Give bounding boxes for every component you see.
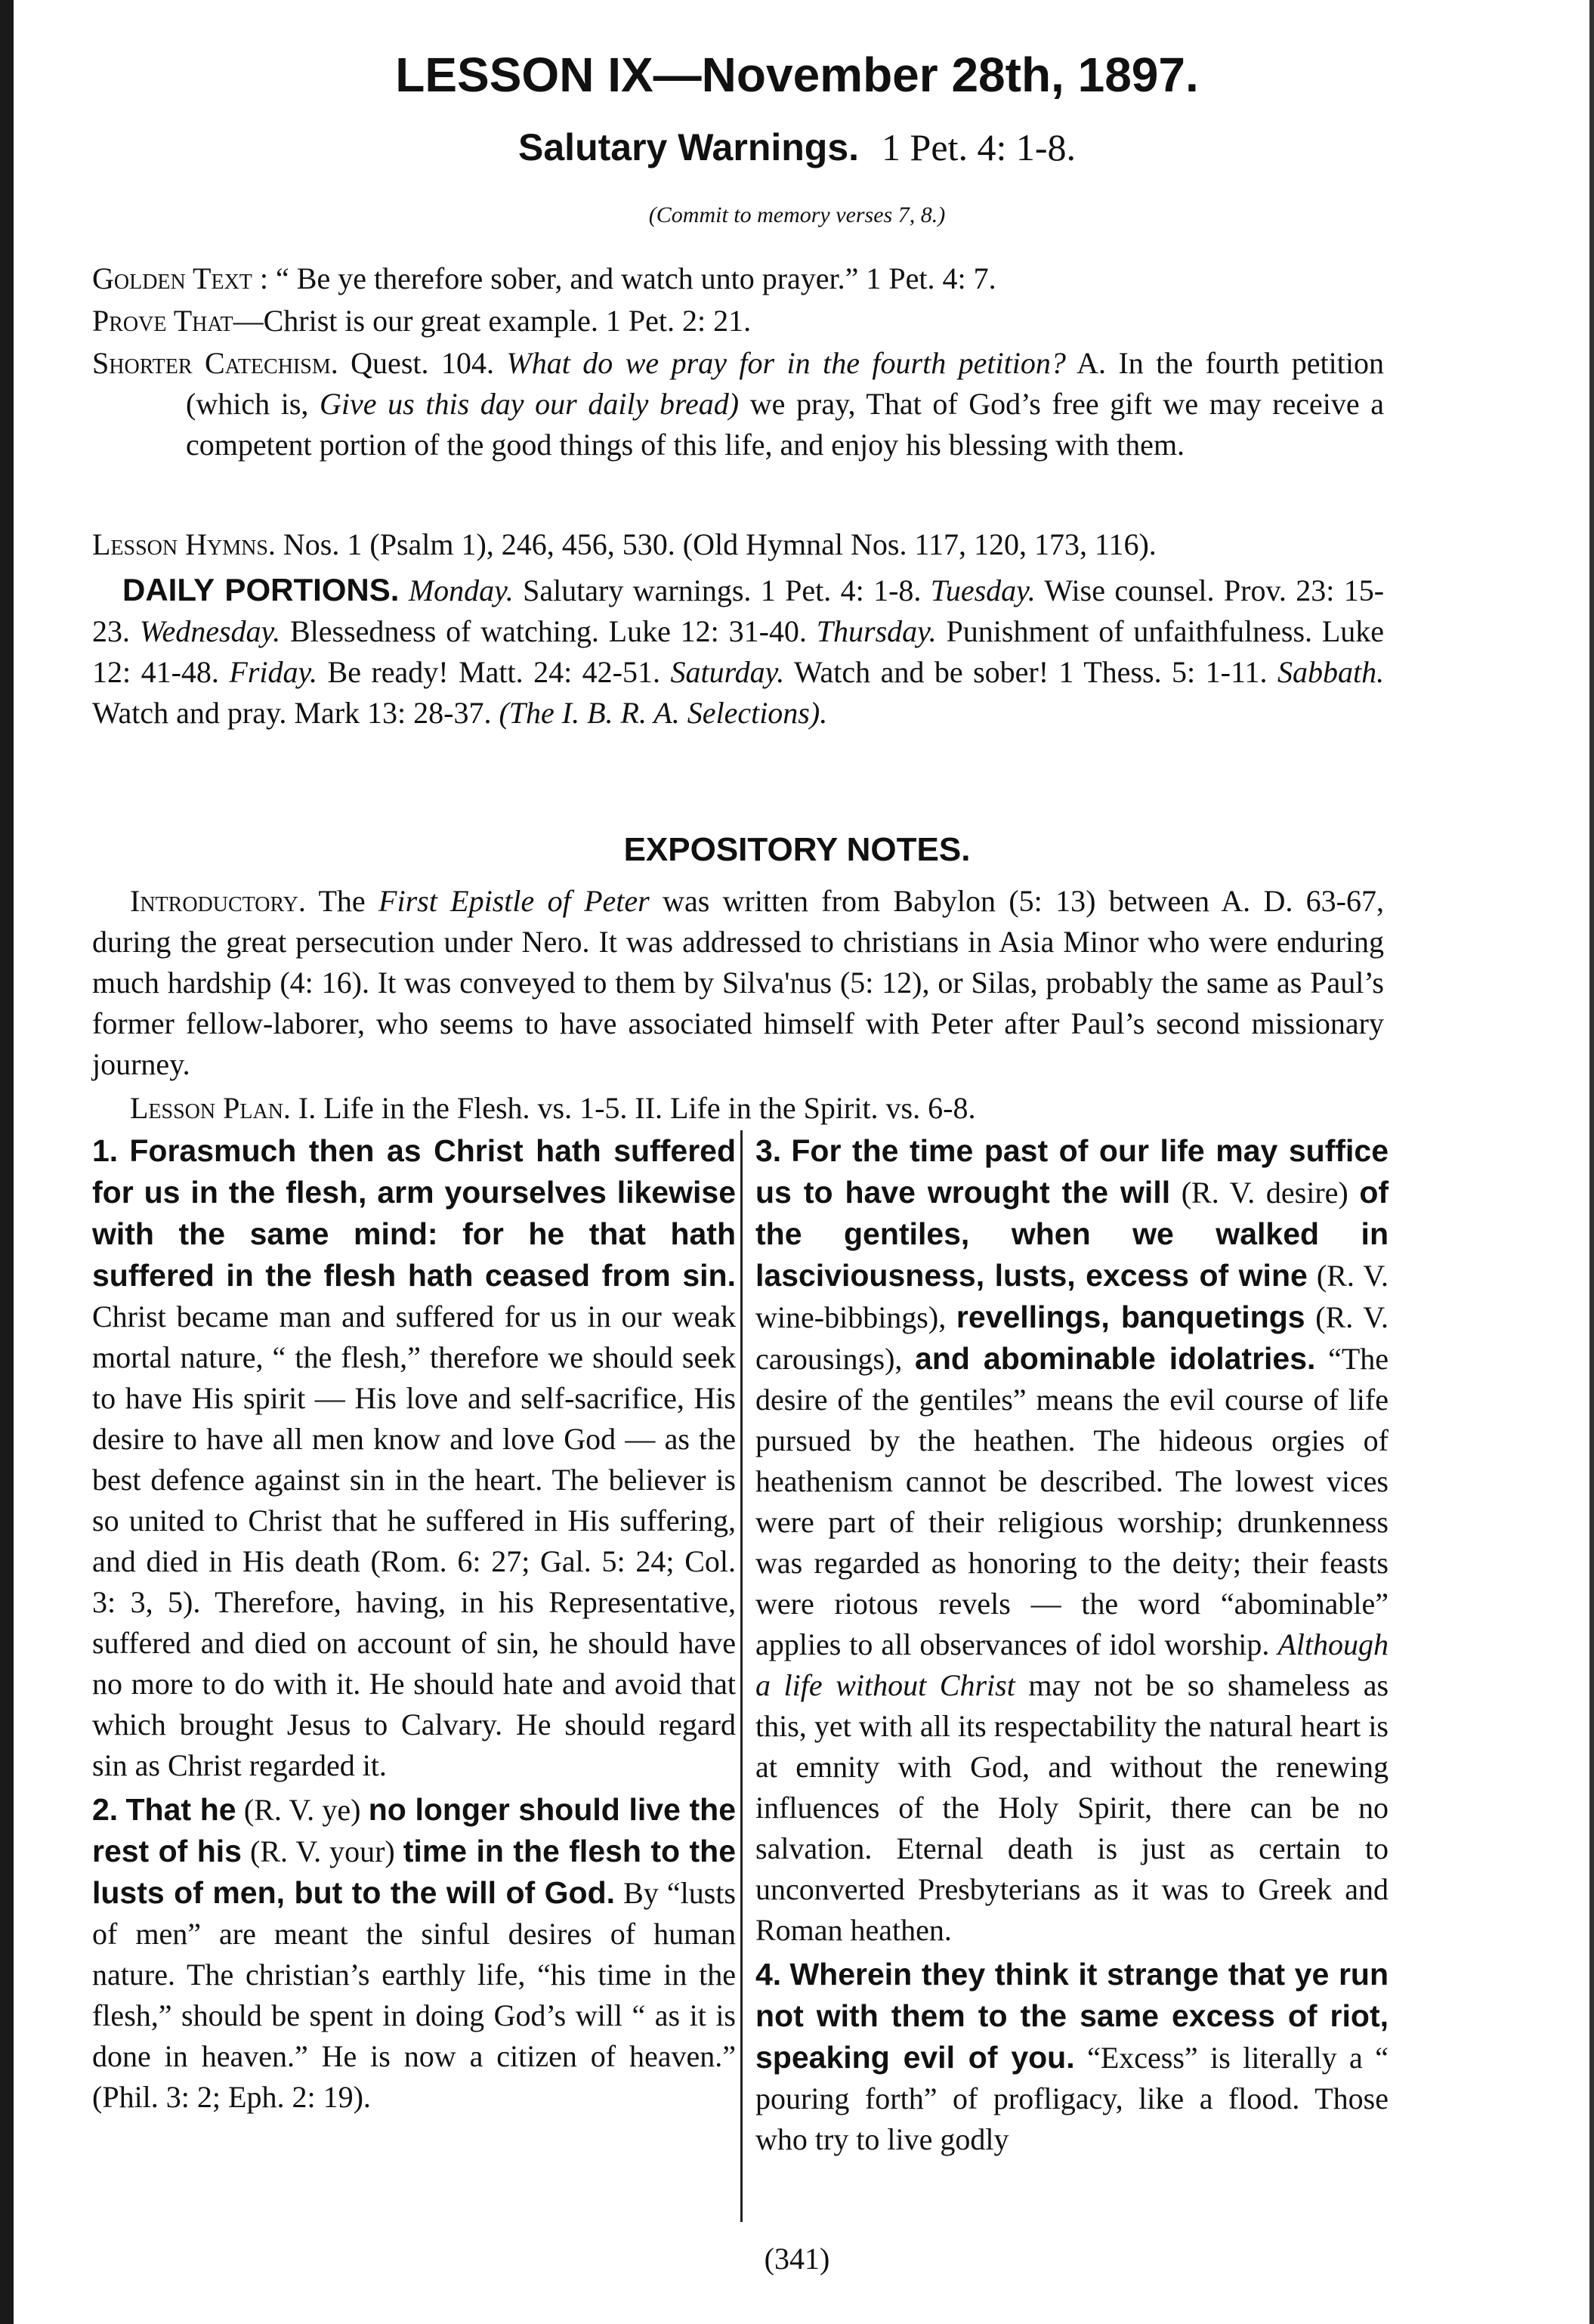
daily-sabbath-label: Sabbath.	[1277, 655, 1385, 689]
catechism-label: Shorter Catechism.	[92, 346, 338, 380]
subtitle-main: Salutary Warnings.	[518, 126, 860, 168]
verse-3-text-b: of the gentiles, when we walked in lasciviousness, lusts, excess of wine	[755, 1175, 1389, 1293]
plan-label: Lesson Plan.	[130, 1091, 291, 1125]
verse-4	[755, 1954, 1389, 2160]
verse-3-number: 3.	[755, 1133, 782, 1168]
page-number: (341)	[764, 2242, 830, 2276]
verse-3-rv-c: (R. V. carousings),	[755, 1300, 1389, 1376]
catechism-quest: Quest. 104.	[351, 346, 494, 380]
verse-2-number: 2.	[92, 1792, 119, 1827]
daily-thursday-label: Thursday.	[816, 614, 937, 648]
daily-sabbath: Watch and pray. Mark 13: 28-37.	[92, 696, 492, 730]
intro-b: was written from Babylon (5: 13) between A. D. 63-67, during the great persecution under Nero. It was addressed to christians in Asia Minor who were enduring much hardship (4: 16). It was conveyed to them by Silva'nus (5: 12), or Silas, probably the same as Paul’s former fellow-laborer, who seems to have associated himself with Peter after Paul’s second missionary journey.	[92, 884, 1385, 1081]
daily-friday: Be ready! Matt. 24: 42-51.	[327, 655, 660, 689]
golden-text	[92, 258, 1384, 299]
daily-saturday-label: Saturday.	[670, 655, 785, 689]
shorter-catechism	[92, 343, 1384, 465]
expository-heading: EXPOSITORY NOTES.	[623, 831, 971, 868]
column-divider	[740, 1130, 743, 2222]
lesson-subtitle	[0, 125, 1594, 169]
lesson-title: LESSON IX—November 28th, 1897.	[395, 48, 1199, 102]
right-column	[755, 1130, 1389, 2163]
scan-right-edge	[1589, 0, 1594, 2324]
verse-1-text: Forasmuch then as Christ hath suffered for us in the flesh, arm yourselves likewise with the same mind: for he that hath suffered in the flesh hath ceased from sin.	[92, 1133, 736, 1293]
daily-head: DAILY PORTIONS.	[122, 572, 400, 607]
verse-4-text: Wherein they think it strange that ye run not with them to the same excess of riot, speaking evil of you.	[755, 1957, 1389, 2075]
verse-3-note-b: may not be so shameless as this, yet with all its respectability the natural heart is at emnity with God, and without the renewing influences of the Holy Spirit, there can be no salvation. Eternal death is just as certain to unconverted Presbyterians as it was to Greek and Roman heathen.	[755, 1668, 1389, 1947]
golden-body: : “ Be ye therefore sober, and watch unto prayer.” 1 Pet. 4: 7.	[259, 261, 996, 295]
daily-monday: Salutary warnings. 1 Pet. 4: 1-8.	[523, 573, 922, 607]
verse-3-note-italic: Although a life without Christ	[755, 1627, 1389, 1702]
scan-left-edge	[0, 0, 14, 2324]
memory-note: (Commit to memory verses 7, 8.)	[648, 202, 946, 227]
verse-3-rv-a: (R. V. desire)	[1181, 1176, 1348, 1210]
verse-1	[92, 1130, 736, 1786]
daily-tuesday: Wise counsel. Prov. 23: 15-23.	[92, 573, 1385, 648]
verse-3-text-d: and abominable idolatries.	[915, 1341, 1316, 1376]
catechism-answer-italic: Give us this day our daily bread)	[320, 387, 740, 421]
daily-thursday: Punishment of unfaithfulness. Luke 12: 41-48.	[92, 614, 1385, 689]
verse-3-rv-b: (R. V. wine-bibbings),	[755, 1259, 1389, 1334]
verse-3-text-a: For the time past of our life may suffice us to have wrought the will	[755, 1133, 1389, 1210]
hymns-label: Lesson Hymns.	[92, 527, 276, 561]
catechism-answer-b: we pray, That of God’s free gift we may receive a competent portion of the good things of this life, and enjoy his blessing with them.	[186, 387, 1385, 462]
verse-1-number: 1.	[92, 1133, 119, 1168]
catechism-answer-a: A. In the fourth petition (which is,	[186, 346, 1384, 421]
subtitle-reference: 1 Pet. 4: 1-8.	[882, 126, 1076, 168]
golden-label: Golden Text	[92, 261, 252, 295]
lesson-plan	[92, 1088, 1384, 1129]
introductory	[92, 881, 1384, 1085]
verse-2-note: By “lusts of men” are meant the sinful desires of human nature. The christian’s earthly life, “his time in the flesh,” should be spent in doing God’s will “ as it is done in heaven.” He is now a citizen of heaven.” (Phil. 3: 2; Eph. 2: 19).	[92, 1876, 736, 2114]
plan-body: I. Life in the Flesh. vs. 1-5. II. Life in the Spirit. vs. 6-8.	[298, 1091, 976, 1125]
daily-tuesday-label: Tuesday.	[930, 573, 1036, 607]
verse-3-text-c: revellings, banquetings	[956, 1300, 1305, 1334]
intro-label: Introductory.	[130, 884, 306, 918]
daily-friday-label: Friday.	[229, 655, 318, 689]
prove-body: —Christ is our great example. 1 Pet. 2: 21.	[233, 304, 752, 338]
verse-2	[92, 1789, 736, 2118]
daily-portions	[92, 570, 1384, 734]
left-column	[92, 1130, 736, 2121]
verse-2-text-a: That he	[125, 1792, 236, 1827]
daily-monday-label: Monday.	[408, 573, 514, 607]
hymns-body: Nos. 1 (Psalm 1), 246, 456, 530. (Old Hymnal Nos. 117, 120, 173, 116).	[283, 527, 1157, 561]
intro-italic: First Epistle of Peter	[378, 884, 650, 918]
verse-4-note: “Excess” is literally a “ pouring forth” of profligacy, like a flood. Those who try to live godly	[755, 2041, 1389, 2156]
verse-2-text-c: time in the flesh to the lusts of men, but to the will of God.	[92, 1834, 737, 1910]
verse-3-note-a: “The desire of the gentiles” means the evil course of life pursued by the heathen. The hideous orgies of heathenism cannot be described. The lowest vices were part of their religious worship; drunkenness was regarded as honoring to the deity; their feasts were riotous revels — the word “abominable” applies to all observances of idol worship.	[755, 1342, 1389, 1661]
catechism-question: What do we pray for in the fourth petition?	[506, 346, 1066, 380]
intro-a: The	[318, 884, 366, 918]
daily-selections: (The I. B. R. A. Selections).	[499, 696, 828, 730]
verse-2-rv-b: (R. V. your)	[250, 1834, 395, 1868]
daily-wednesday: Blessedness of watching. Luke 12: 31-40.	[289, 614, 807, 648]
daily-wednesday-label: Wednesday.	[139, 614, 281, 648]
verse-1-note: Christ became man and suffered for us in our weak mortal nature, “ the flesh,” therefore we should seek to have His spirit — His love and self-sacrifice, His desire to have all men know and love God — as the best defence against sin in the heart. The believer is so united to Christ that he suffered in His suffering, and died in His death (Rom. 6: 27; Gal. 5: 24; Col. 3: 3, 5). Therefore, having, in his Representative, suffered and died on account of sin, he should have no more to do with it. He should hate and avoid that which brought Jesus to Calvary. He should regard sin as Christ regarded it.	[92, 1300, 736, 1782]
lesson-hymns	[92, 524, 1384, 565]
prove-label: Prove That	[92, 304, 233, 338]
verse-3	[755, 1130, 1389, 1951]
prove-that	[92, 301, 1384, 341]
verse-2-text-b: no longer should live the rest of his	[92, 1792, 737, 1868]
daily-saturday: Watch and be sober! 1 Thess. 5: 1-11.	[793, 655, 1268, 689]
verse-4-number: 4.	[755, 1957, 782, 1992]
verse-2-rv-a: (R. V. ye)	[243, 1793, 361, 1827]
